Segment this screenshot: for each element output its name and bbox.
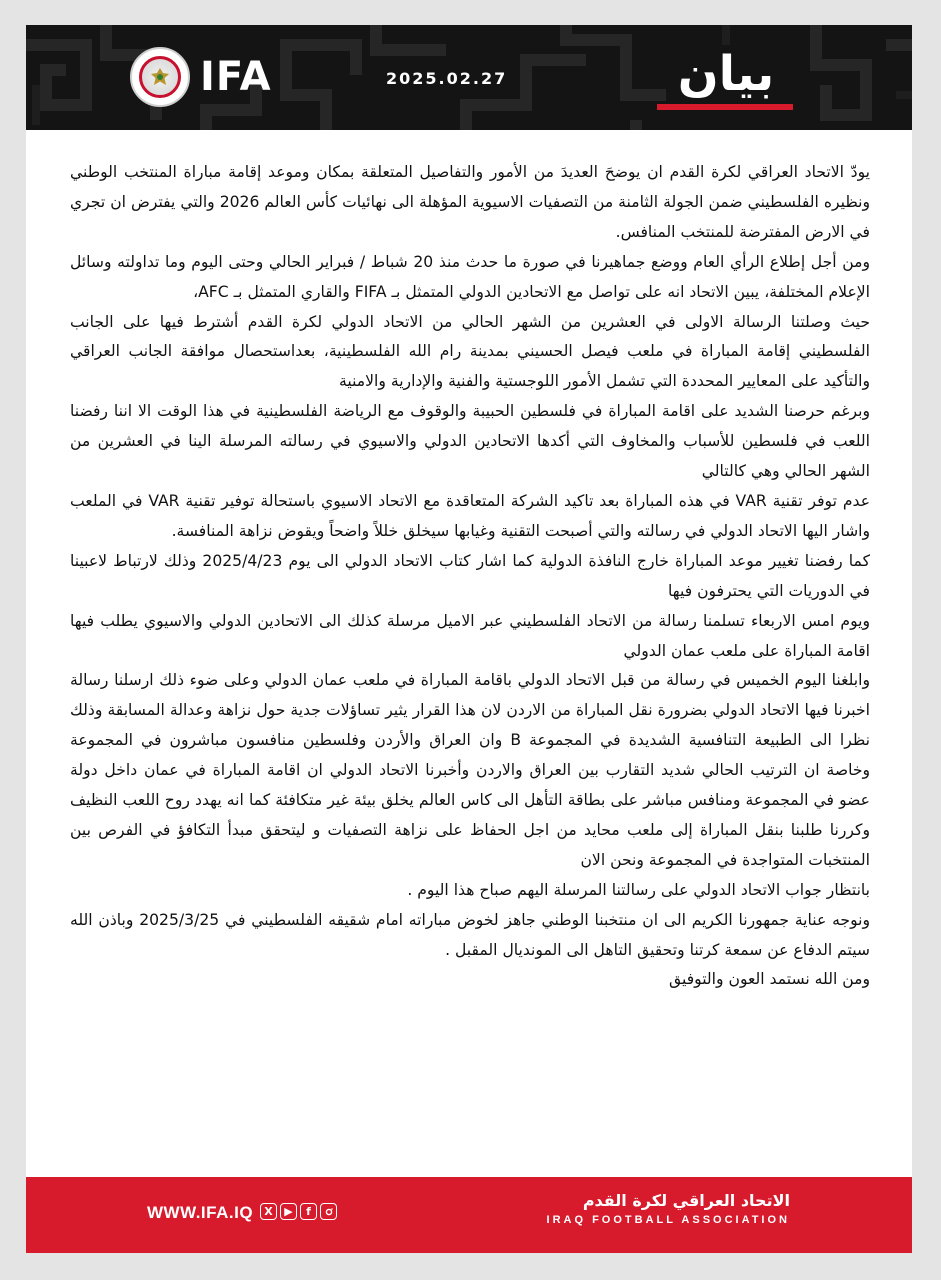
statement-date: 2025.02.27	[386, 69, 508, 88]
paragraph: ونوجه عناية جمهورنا الكريم الى ان منتخبنا الوطني جاهز لخوض مباراته امام شقيقه الفلسطيني في 2025/3/25 وباذن الله سيتم الدفاع عن سمعة كرتنا وتحقيق التاهل الى المونديال المقبل .	[70, 910, 870, 959]
facebook-icon[interactable]: f	[300, 1203, 317, 1220]
paragraph: ومن أجل إطلاع الرأي العام ووضع جماهيرنا في صورة ما حدث منذ 20 شباط / فبراير الحالي وحتى اليوم وما تداولته وسائل الإعلام المختلفة، يبين الاتحاد انه على تواصل مع الاتحادين الدولي المتمثل بـ FIFA والقاري المتمثل بـ AFC،	[70, 252, 870, 301]
paragraph: عدم توفر تقنية VAR في هذه المباراة بعد تاكيد الشركة المتعاقدة مع الاتحاد الاسيوي باستحالة توفير تقنية VAR في الملعب واشار اليها الاتحاد الدولي في رسالته والتي أصبحت التقنية وغيابها سيخلق خللاً واضحاً ويقوض نزاهة المنافسة.	[70, 491, 870, 540]
header-banner	[26, 25, 912, 130]
federation-name-arabic: الاتحاد العراقي لكرة القدم	[582, 1191, 790, 1210]
paragraph: بانتظار جواب الاتحاد الدولي على رسالتنا المرسلة اليهم صباح هذا اليوم .	[407, 880, 870, 899]
federation-name	[532, 1191, 790, 1229]
website-link[interactable]: WWW.IFA.IQ	[147, 1203, 254, 1222]
paragraph: يودّ الاتحاد العراقي لكرة القدم ان يوضحَ العديدَ من الأمور والتفاصيل المتعلقة بمكان وموعد إقامة مباراة المنتخب الوطني ونظيره الفلسطيني ضمن الجولة الثامنة من التصفيات الاسيوية المؤهلة الى نهائيات كأس العالم 2026 والتي يفترض ان تجري في الارض المفترضة للمنتخب المنافس.	[70, 163, 870, 241]
paragraph: وابلغنا اليوم الخميس في رسالة من قبل الاتحاد الدولي باقامة المباراة في ملعب عمان الدولي وعلى ضوء ذلك ارسلنا رسالة اخبرنا فيها الاتحاد الدولي بضرورة نقل المباراة من الاردن لان هذا القرار يثير تساؤلات جدية حول نزاهة وعدالة المسابقة وذلك نظرا الى الطبيعة التنافسية الشديدة في المجموعة B وان العراق والأردن وفلسطين منافسون مباشرون في المجموعة وخاصة ان الترتيب الحالي شديد التقارب بين العراق والاردن وأخبرنا الاتحاد الدولي ان اقامة المباراة في عمان داخل دولة عضو في المجموعة ومنافس مباشر على بطاقة التأهل الى كاس العالم يخلق بيئة غير متكافئة كما انه يهدد روح اللعب النظيف وكررنا طلبنا بنقل المباراة إلى ملعب محايد من اجل الحفاظ على نزاهة التصفيات و ليتحقق مبدأ التكافؤ في الفرص بين المنتخبات المتواجدة في المجموعة ونحن الان	[70, 671, 870, 869]
federation-name-english: IRAQ FOOTBALL ASSOCIATION	[546, 1214, 790, 1226]
statement-sheet	[26, 25, 912, 1253]
paragraph: حيث وصلتنا الرسالة الاولى في العشرين من الشهر الحالي من الاتحاد الدولي لكرة القدم أشترط فيها على الجانب الفلسطيني إقامة المباراة في ملعب فيصل الحسيني بمدينة رام الله الفلسطينية، بعداستحصال موافقة الجانب العراقي والتأكيد على المعايير المحددة التي تشمل الأمور اللوجستية والفنية والإدارية والامنية	[70, 312, 870, 391]
ifa-logo	[130, 47, 272, 107]
paragraph: كما رفضنا تغيير موعد المباراة خارج النافذة الدولية كما اشار كتاب الاتحاد الدولي الى يوم 2025/4/23 وذلك لارتباط لاعبينا في الدوريات التي يحترفون فيها	[70, 551, 870, 600]
statement-title-block	[653, 45, 799, 117]
brand-wordmark: IFA	[200, 54, 272, 100]
paragraph: ويوم امس الاربعاء تسلمنا رسالة من الاتحاد الفلسطيني عبر الاميل مرسلة كذلك الى الاتحادين الدولي والاسيوي يطلب فيها اقامة المباراة على ملعب عمان الدولي	[70, 611, 870, 660]
statement-body	[70, 158, 870, 1168]
instagram-icon[interactable]	[320, 1203, 337, 1220]
youtube-icon[interactable]: ▶	[280, 1203, 297, 1220]
ifa-seal-icon	[130, 47, 190, 107]
paragraph: ومن الله نستمد العون والتوفيق	[669, 970, 870, 989]
title-underline	[657, 104, 793, 110]
statement-title: بيان	[677, 46, 775, 102]
social-icons	[260, 1203, 337, 1220]
x-icon[interactable]: X	[260, 1203, 277, 1220]
footer-bar	[26, 1177, 912, 1253]
paragraph: وبرغم حرصنا الشديد على اقامة المباراة في فلسطين الحبيبة والوقوف مع الرياضة الفلسطينية في هذا الوقت الا اننا رفضنا اللعب في فلسطين للأسباب والمخاوف التي أكدها الاتحادين الدولي والاسيوي في رسالته المرسلة الينا في العشرين من الشهر الحالي وهي كالتالي	[70, 402, 870, 481]
